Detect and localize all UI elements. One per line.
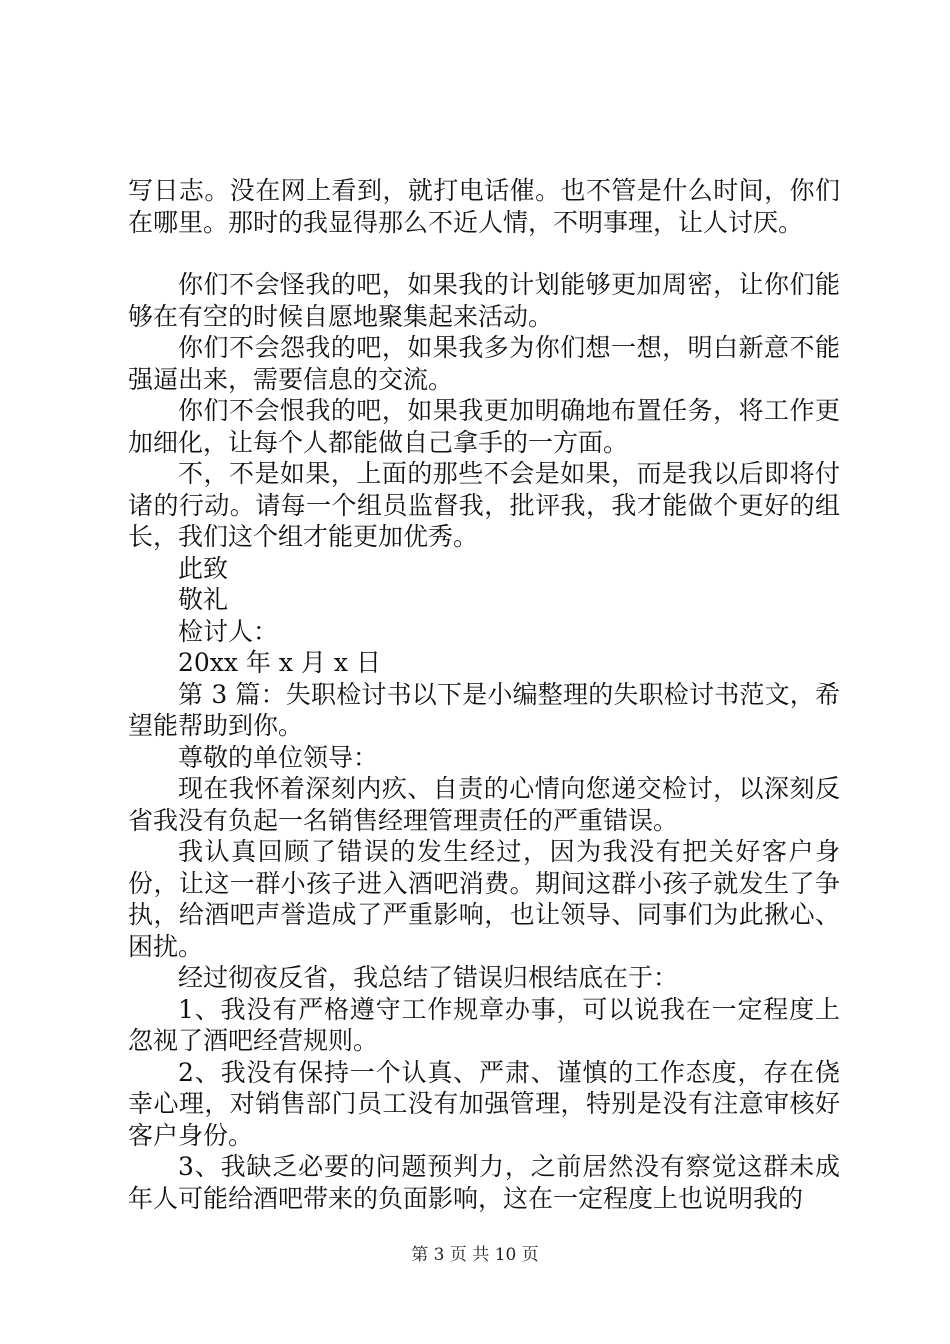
- paragraph: 你们不会怨我的吧，如果我多为你们想一想，明白新意不能强逼出来，需要信息的交流。: [128, 333, 840, 394]
- list-item: 2、我没有保持一个认真、严肃、谨慎的工作态度，存在侥幸心理，对销售部门员工没有加强管理，特别是没有注意审核好客户身份。: [128, 1057, 840, 1150]
- paragraph: 你们不会恨我的吧，如果我更加明确地布置任务，将工作更加细化，让每个人都能做自己拿手的一方面。: [128, 396, 840, 457]
- paragraph: 经过彻夜反省，我总结了错误归根结底在于：: [178, 963, 679, 992]
- closing-regards: 敬礼: [178, 585, 229, 614]
- paragraph: 现在我怀着深刻内疚、自责的心情向您递交检讨，以深刻反省我没有负起一名销售经理管理责任的严重错误。: [128, 774, 840, 835]
- paragraph: 不，不是如果，上面的那些不会是如果，而是我以后即将付诸的行动。请每一个组员监督我，批评我，我才能做个更好的组长，我们这个组才能更加优秀。: [128, 459, 840, 551]
- paragraph-continuation: 写日志。没在网上看到，就打电话催。也不管是什么时间，你们在哪里。那时的我显得那么不近人情，不明事理，让人讨厌。: [128, 176, 840, 237]
- letter-greeting: 尊敬的单位领导：: [178, 742, 379, 772]
- paragraph: 我认真回顾了错误的发生经过，因为我没有把关好客户身份，让这一群小孩子进入酒吧消费。期间这群小孩子就发生了争执，给酒吧声誉造成了严重影响，也让领导、同事们为此揪心、困扰。: [128, 837, 840, 961]
- list-item: 3、我缺乏必要的问题预判力，之前居然没有察觉这群未成年人可能给酒吧带来的负面影响，这在一定程度上也说明我的: [128, 1152, 840, 1213]
- closing-salutation: 此致: [178, 553, 229, 583]
- paragraph: 你们不会怪我的吧，如果我的计划能够更加周密，让你们能够在有空的时候自愿地聚集起来活动。: [128, 270, 840, 331]
- list-item: 1、我没有严格遵守工作规章办事，可以说我在一定程度上忽视了酒吧经营规则。: [128, 994, 840, 1055]
- section-heading: 第 3 篇：失职检讨书以下是小编整理的失职检讨书范文，希望能帮助到你。: [128, 679, 840, 740]
- signature-date: 20xx 年 x 月 x 日: [178, 648, 381, 677]
- document-body: [128, 175, 840, 1214]
- page-footer: 第 3 页 共 10 页: [411, 1245, 539, 1265]
- paragraph-gap: [128, 238, 840, 269]
- signature-label: 检讨人：: [178, 616, 279, 646]
